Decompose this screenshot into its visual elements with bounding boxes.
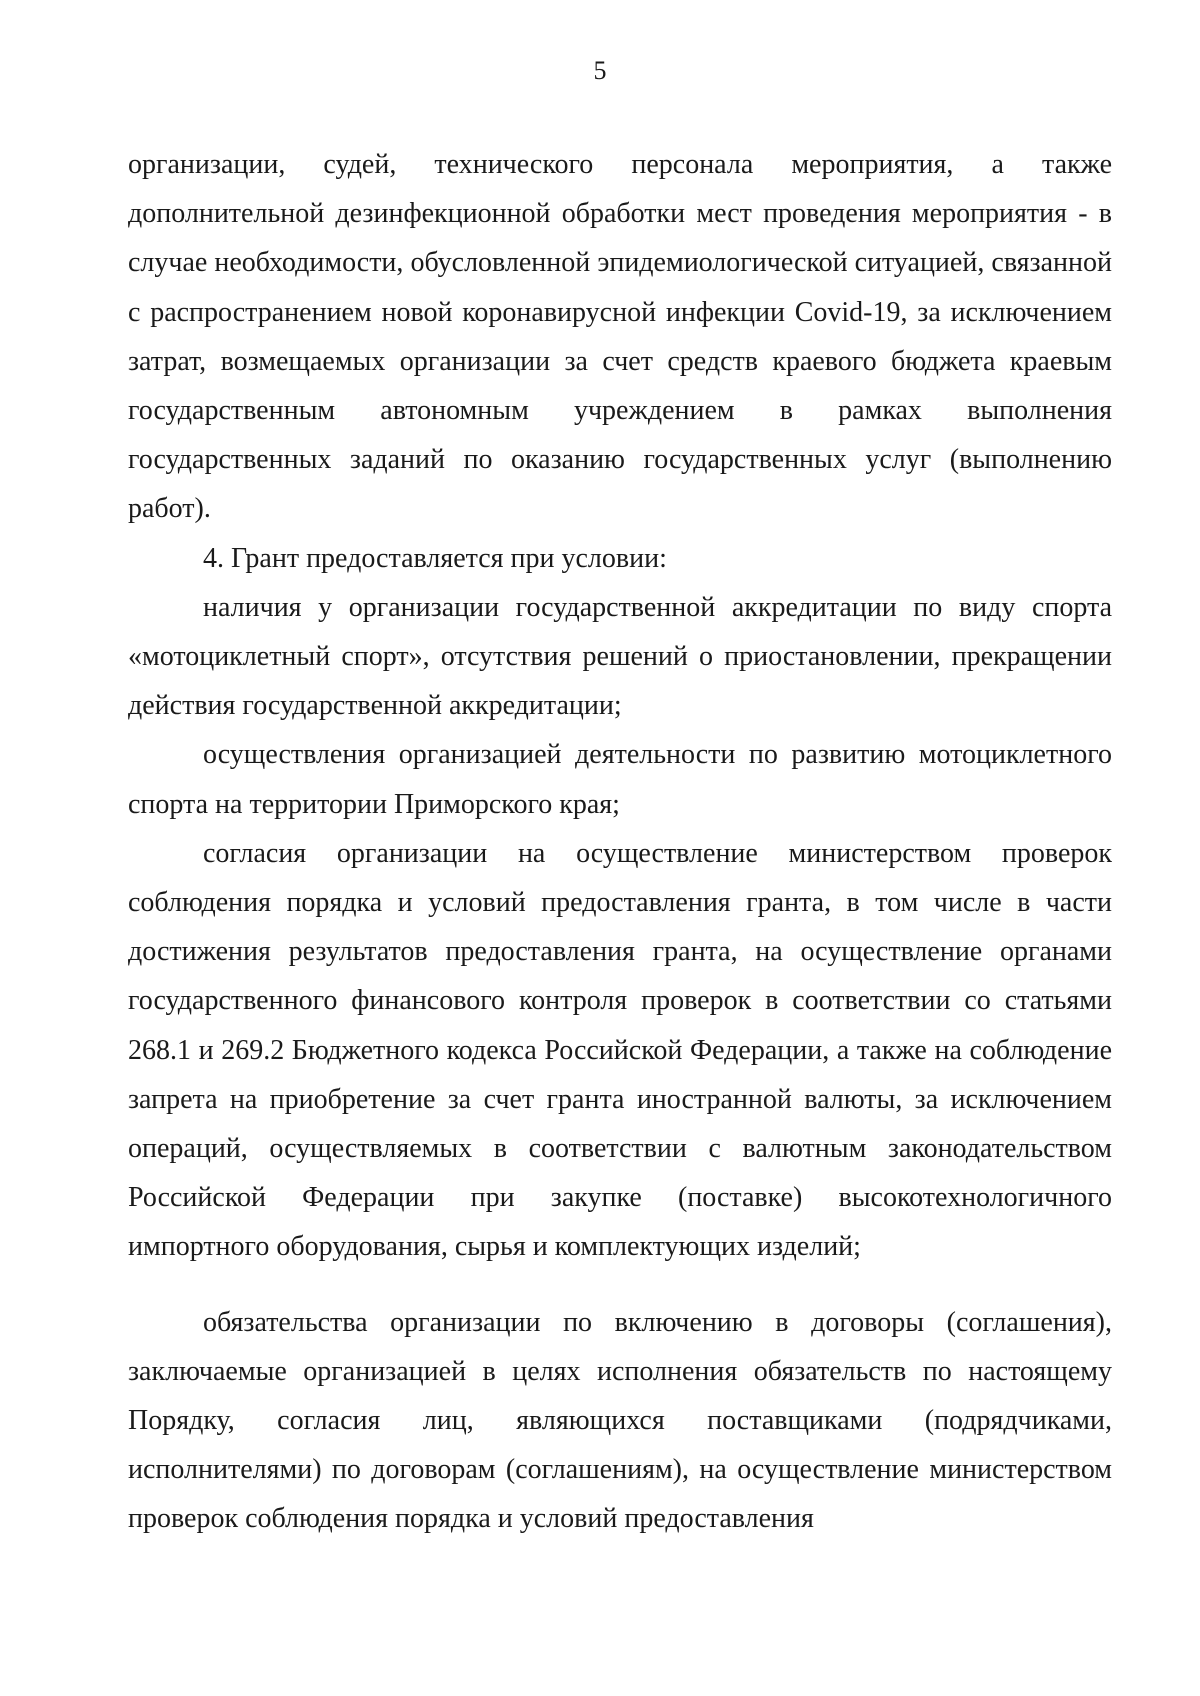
paragraph-continuation: организации, судей, технического персонала мероприятия, а также дополнительной дезинфекционной обработки мест проведения мероприятия - в случае необходимости, обусловленной эпидемиологической ситуацией, связанной с распространением новой коронавирусной инфекции Covid-19, за исключением затрат, возмещаемых организации за счет средств краевого бюджета краевым государственным автономным учреждением в рамках выполнения государственных заданий по оказанию государственных услуг (выполнению работ).: [128, 149, 1112, 525]
paragraph-condition-activity: осуществления организацией деятельности по развитию мотоциклетного спорта на территории Приморского края;: [128, 739, 1112, 820]
page-number: 5: [593, 56, 607, 85]
paragraph-condition-consent-inspections: согласия организации на осуществление министерством проверок соблюдения порядка и условий предоставления гранта, в том числе в части достижения результатов предоставления гранта, на осуществление органами государственного финансового контроля проверок в соответствии со статьями 268.1 и 269.2 Бюджетного кодекса Российской Федерации, а также на соблюдение запрета на приобретение за счет гранта иностранной валюты, за исключением операций, осуществляемых в соответствии с валютным законодательством Российской Федерации при закупке (поставке) высокотехнологичного импортного оборудования, сырья и комплектующих изделий;: [128, 837, 1112, 1263]
paragraph-clause-4-heading: 4. Грант предоставляется при условии:: [203, 542, 667, 574]
paragraph-condition-contract-obligations: обязательства организации по включению в договоры (соглашения), заключаемые организацией в целях исполнения обязательств по настоящему Порядку, согласия лиц, являющихся поставщиками (подрядчиками, исполнителями) по договорам (соглашениям), на осуществление министерством проверок соблюдения порядка и условий предоставления: [128, 1306, 1112, 1535]
document-body: [128, 140, 1112, 1544]
paragraph-condition-accreditation: наличия у организации государственной аккредитации по виду спорта «мотоциклетный спорт», отсутствия решений о приостановлении, прекращении действия государственной аккредитации;: [128, 591, 1112, 722]
